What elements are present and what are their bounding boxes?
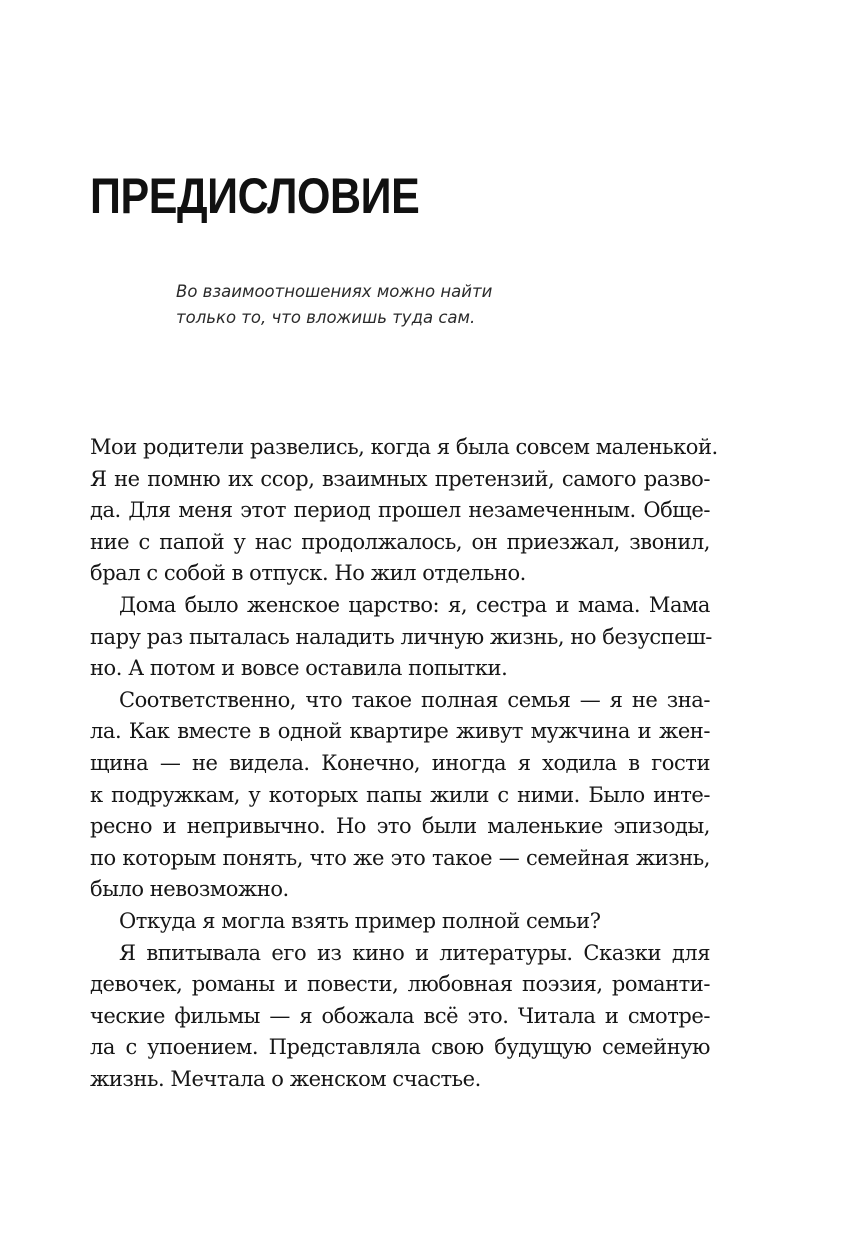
text-line: ла. Как вместе в одной квартире живут мужчина и жен- (90, 719, 710, 744)
text-line: ческие фильмы — я обожала всё это. Читала и смотре- (90, 1003, 710, 1028)
text-line: по которым понять, что же это такое — семейная жизнь, (90, 845, 710, 870)
text-line: Дома было женское царство: я, сестра и мама. Мама (119, 592, 710, 617)
text-line: ресно и непривычно. Но это были маленькие эпизоды, (90, 814, 710, 839)
text-line: да. Для меня этот период прошел незамеченным. Обще- (90, 498, 710, 523)
epigraph-line: только то, что вложишь туда сам. (176, 308, 476, 327)
text-line: ла с упоением. Представляла свою будущую семейную (90, 1035, 710, 1060)
text-line: брал с собой в отпуск. Но жил отдельно. (90, 561, 526, 586)
text-line: Соответственно, что такое полная семья — я не зна- (119, 687, 710, 712)
text-line: жизнь. Мечтала о женском счастье. (90, 1066, 481, 1091)
text-line: девочек, романы и повести, любовная поэзия, романти- (90, 972, 710, 997)
text-line: Мои родители развелись, когда я была совсем маленькой. (90, 435, 718, 459)
chapter-title: ПРЕДИСЛОВИЕ (90, 168, 420, 224)
text-line: пару раз пыталась наладить личную жизнь, но безуспеш- (90, 624, 712, 649)
text-line: к подружкам, у которых папы жили с ними. Было инте- (90, 782, 710, 807)
epigraph-line: Во взаимоотношениях можно найти (176, 282, 493, 301)
text-line: щина — не видела. Конечно, иногда я ходила в гости (90, 750, 710, 775)
text-line: Я не помню их ссор, взаимных претензий, самого разво- (90, 466, 710, 491)
text-line: Откуда я могла взять пример полной семьи? (119, 908, 601, 933)
epigraph (176, 279, 596, 331)
text-line: было невозможно. (90, 877, 289, 902)
text-line: но. А потом и вовсе оставила попытки. (90, 656, 508, 681)
body-text (90, 432, 718, 1095)
text-line: Я впитывала его из кино и литературы. Сказки для (119, 940, 710, 965)
text-line: ние с папой у нас продолжалось, он приезжал, звонил, (90, 529, 710, 554)
